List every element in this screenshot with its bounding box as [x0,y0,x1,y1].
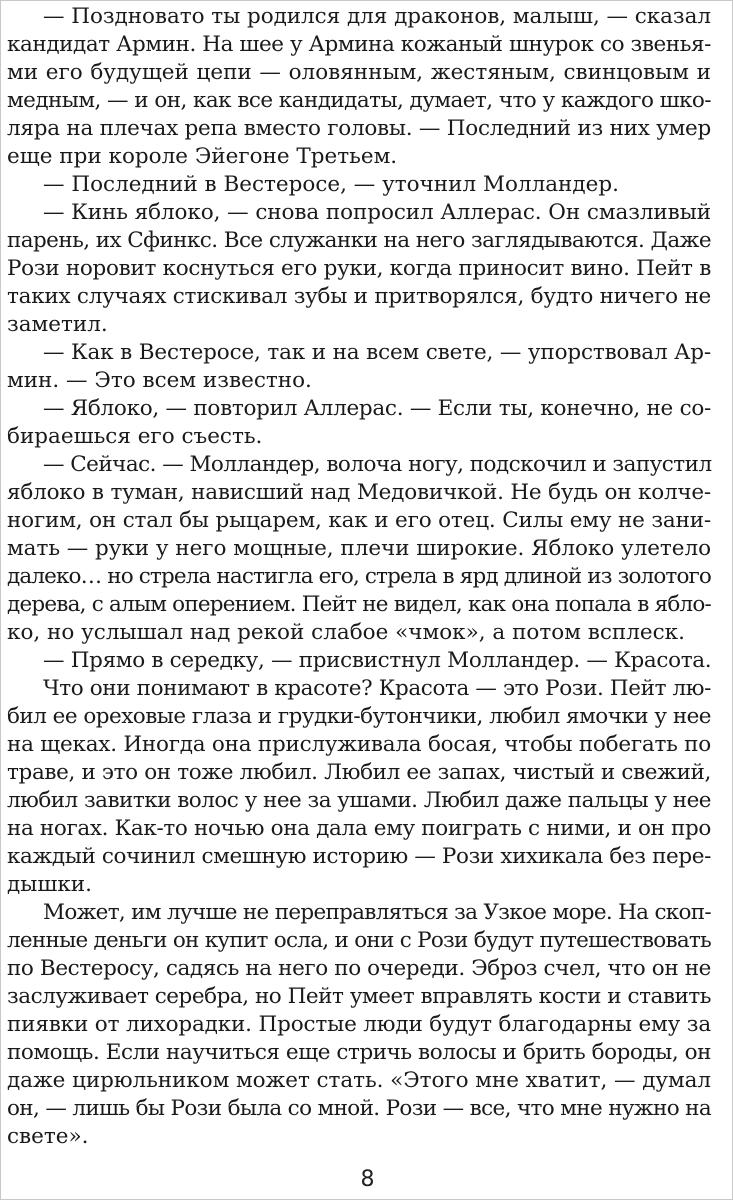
text-line: парень, их Сфинкс. Все служанки на него заглядываются. Даже [7,228,712,253]
text-line: каждый сочинил смешную историю — Рози хихикала без пере- [7,844,712,869]
text-line: кандидат Армин. На шее у Армина кожаный шнурок со звенья- [7,32,711,57]
text-line: бираешься его съесть. [7,424,263,449]
text-line: по Вестеросу, садясь на него по очереди. Эброз счел, что он не [7,956,711,981]
text-line: — Поздновато ты родился для драконов, малыш, — сказал [43,4,711,29]
text-line: яблоко в туман, нависший над Медовичкой. Не будь он колче- [7,480,711,505]
text-line: Что они понимают в красоте? Красота — это Рози. Пейт лю- [43,676,712,701]
page-body-text [7,3,711,1151]
text-line: заметил. [7,312,108,337]
text-line: — Кинь яблоко, — снова попросил Аллерас. Он смазливый [43,200,711,225]
text-line: на щеках. Иногда она прислуживала босая, чтобы побегать по [7,732,711,757]
text-line: — Сейчас. — Молландер, волоча ногу, подскочил и запустил [43,452,712,477]
text-line: — Яблоко, — повторил Аллерас. — Если ты, конечно, не со- [43,396,711,421]
text-line: Может, им лучше не переправляться за Узкое море. На скоп- [43,900,712,925]
text-line: — Как в Вестеросе, так и на всем свете, — упорствовал Ар- [43,340,711,365]
text-line: мин. — Это всем известно. [7,368,312,393]
text-line: — Последний в Вестеросе, — уточнил Молландер. [43,172,619,197]
text-line: любил завитки волос у нее за ушами. Любил даже пальцы у нее [7,788,712,813]
text-line: он, — лишь бы Рози была со мной. Рози — все, что мне нужно на [7,1096,712,1121]
text-line: мать — руки у него мощные, плечи широкие. Яблоко улетело [7,536,711,561]
text-line: таких случаях стискивал зубы и притворялся, будто ничего не [7,284,711,309]
text-line: помощь. Если научиться еще стричь волосы и брить бороды, он [7,1040,711,1065]
page-number: 8 [360,1167,375,1192]
text-line: свете». [7,1124,89,1149]
text-line: пиявки от лихорадки. Простые люди будут благодарны ему за [7,1012,711,1037]
text-line: даже цирюльником может стать. «Этого мне хватит, — думал [7,1068,712,1093]
text-line: еще при короле Эйегоне Третьем. [7,144,398,169]
text-line: Рози норовит коснуться его руки, когда приносит вино. Пейт в [7,256,711,281]
text-line: ми его будущей цепи — оловянным, жестяным, свинцовым и [7,60,711,85]
text-line: бил ее ореховые глаза и грудки-бутончики, любил ямочки у нее [7,704,712,729]
text-line: траве, и это он тоже любил. Любил ее запах, чистый и свежий, [7,760,712,785]
text-line: ляра на плечах репа вместо головы. — Последний из них умер [7,116,712,141]
text-line: далеко… но стрела настигла его, стрела в ярд длиной из золотого [7,564,711,589]
text-line: ленные деньги он купит осла, и они с Рози будут путешествовать [7,928,712,953]
text-line: — Прямо в середку, — присвистнул Молландер. — Красота. [43,648,712,673]
text-line: ко, но услышал над рекой слабое «чмок», а потом всплеск. [7,620,685,645]
text-line: дышки. [7,872,92,897]
text-line: медным, — и он, как все кандидаты, думает, что у каждого шко- [7,88,712,113]
text-line: на ногах. Как-то ночью она дала ему поиграть с ними, и он про [7,816,711,841]
text-line: заслуживает серебра, но Пейт умеет вправлять кости и ставить [7,984,712,1009]
text-line: ногим, он стал бы рыцарем, как и его отец. Силы ему не зани- [7,508,712,533]
text-line: дерева, с алым оперением. Пейт не видел, как она попала в ябло- [7,592,712,617]
